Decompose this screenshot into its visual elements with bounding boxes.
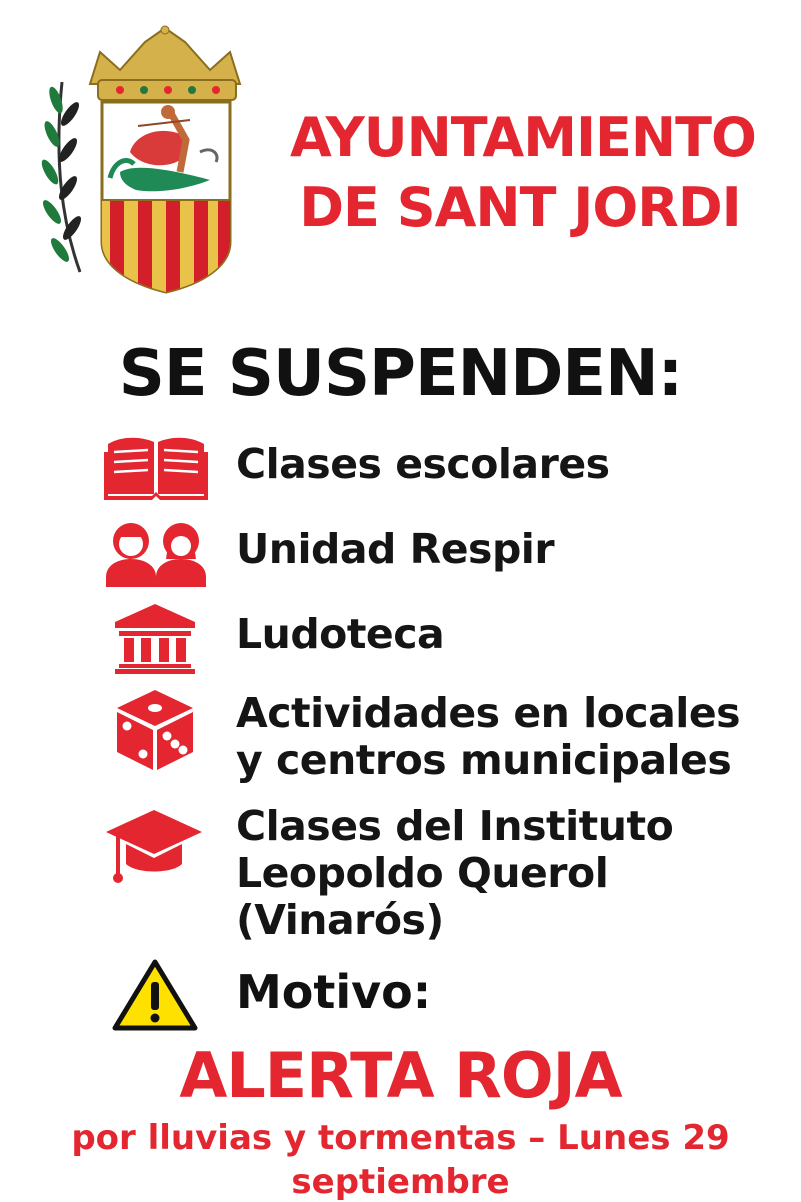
organization-name-line-2: DE SANT JORDI (299, 176, 741, 239)
crown (90, 26, 240, 100)
item-line: y centros municipales (236, 736, 732, 784)
item-text-clases-instituto (236, 803, 673, 944)
alert-subtitle-line-1: por lluvias y tormentas – Lunes 29 (71, 1118, 730, 1158)
item-text-ludoteca (236, 611, 444, 658)
item-line: Actividades en locales (236, 689, 741, 737)
item-line: Clases del Instituto (236, 802, 674, 850)
item-text-clases-escolares (236, 441, 610, 488)
headline: SE SUSPENDEN: (118, 337, 683, 411)
item-text-unidad-respir (236, 526, 554, 573)
alert-subtitle-line-2: septiembre (291, 1162, 510, 1202)
open-book-icon (104, 432, 208, 502)
graduation-cap-icon (106, 808, 202, 884)
item-text-actividades (236, 690, 740, 784)
item-line: Leopoldo Querol (236, 849, 609, 897)
motivo-label: Motivo: (236, 965, 432, 1019)
warning-icon (112, 958, 198, 1032)
item-line: Clases escolares (236, 440, 610, 488)
coat-of-arms-emblem (40, 22, 290, 294)
item-line: Unidad Respir (236, 525, 555, 573)
people-icon (104, 521, 208, 587)
item-line: Ludoteca (236, 610, 445, 658)
olive-branch (40, 82, 84, 272)
alert-title: ALERTA ROJA (179, 1039, 622, 1112)
item-line: (Vinarós) (236, 896, 444, 944)
building-icon (115, 604, 195, 674)
dice-icon (115, 688, 195, 772)
organization-name-line-1: AYUNTAMIENTO (290, 106, 756, 169)
shield (102, 102, 230, 294)
